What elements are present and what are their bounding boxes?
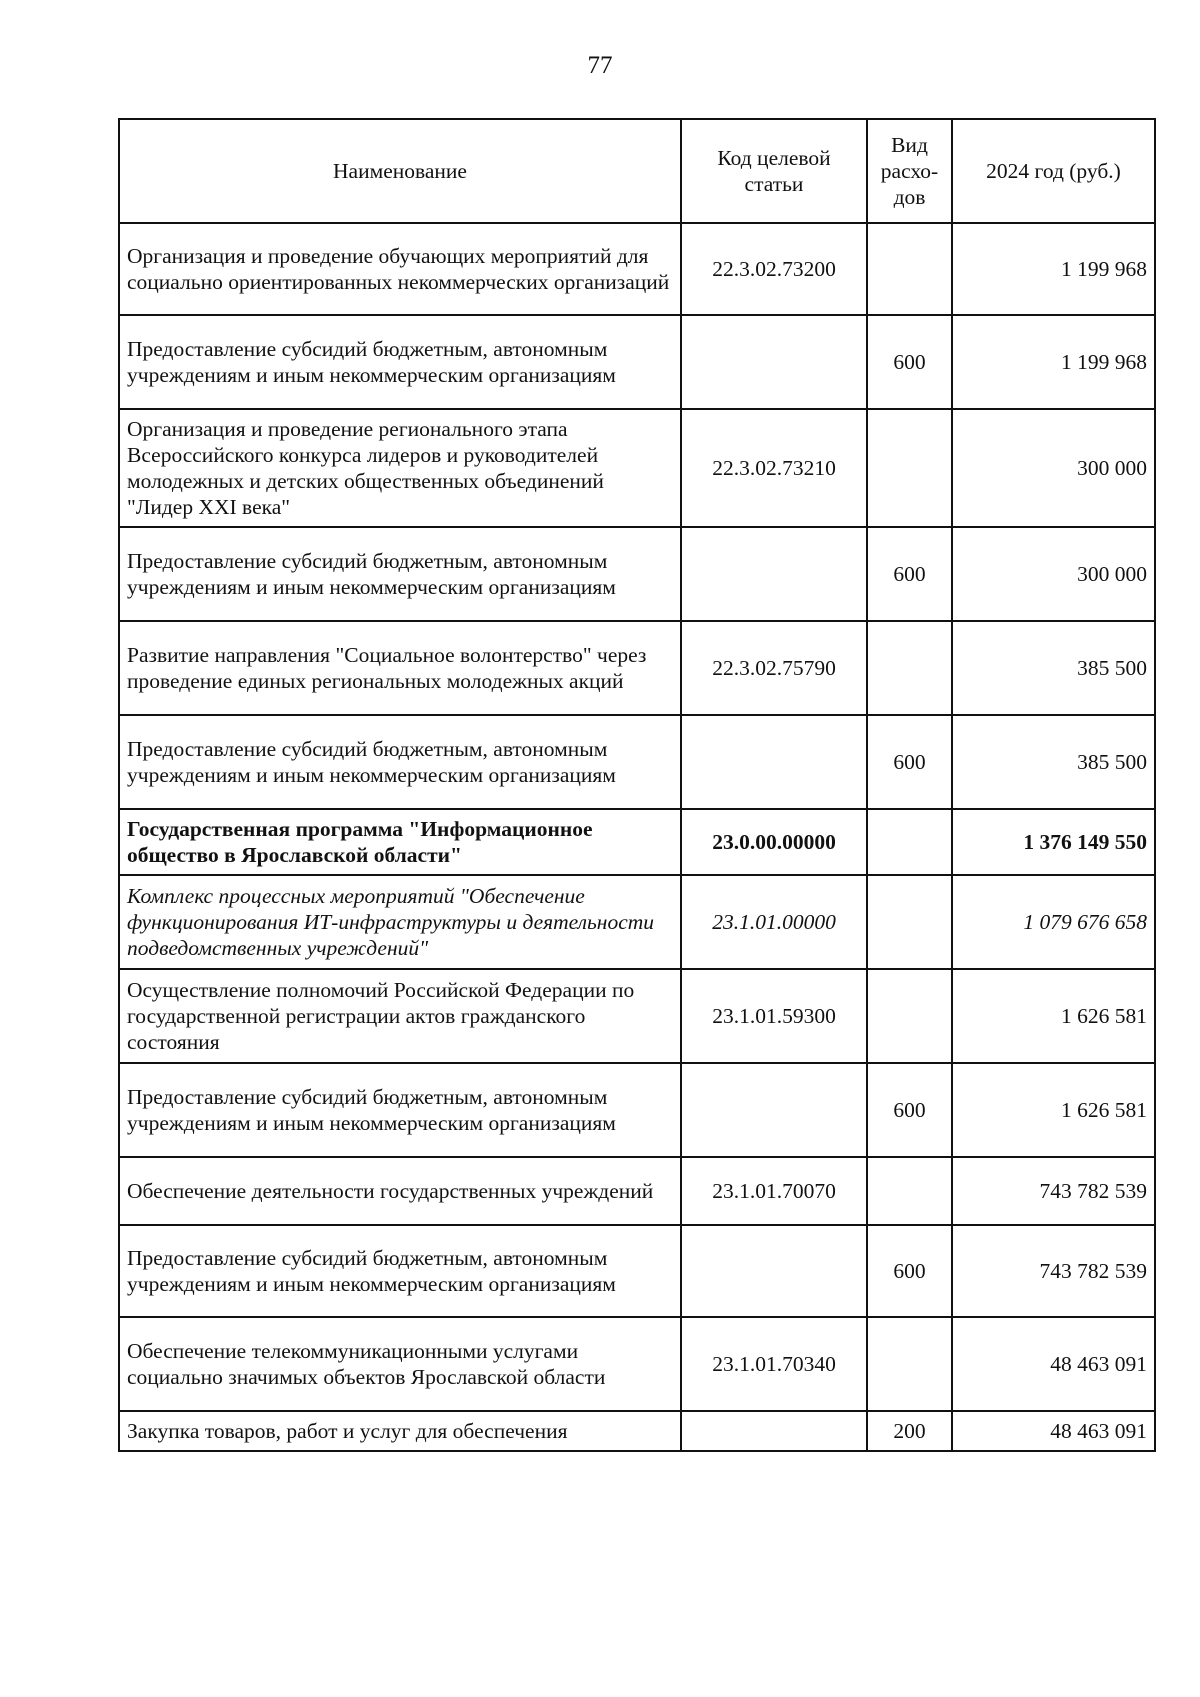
row-amount-cell: 300 000: [952, 409, 1155, 527]
page-number: 77: [587, 52, 613, 79]
row-code-cell: 22.3.02.73210: [681, 409, 867, 527]
row-amount-cell: 1 199 968: [952, 315, 1155, 409]
row-code-cell: 23.0.00.00000: [681, 809, 867, 875]
row-expense-type-cell: 600: [867, 527, 952, 621]
table-row: [119, 223, 1155, 315]
row-amount-cell: 48 463 091: [952, 1317, 1155, 1411]
header-amount-2024: 2024 год (руб.): [952, 119, 1155, 223]
row-code-cell: 23.1.01.70340: [681, 1317, 867, 1411]
row-expense-type-cell: 600: [867, 1225, 952, 1317]
table-body: [119, 223, 1155, 1451]
row-expense-type-cell: 600: [867, 315, 952, 409]
row-expense-type-cell: 600: [867, 715, 952, 809]
row-name-cell: Закупка товаров, работ и услуг для обеспечения: [119, 1411, 681, 1451]
row-name-cell: Предоставление субсидий бюджетным, автономным учреждениям и иным некоммерческим организациям: [119, 715, 681, 809]
row-expense-type-cell: [867, 409, 952, 527]
row-expense-type-cell: [867, 621, 952, 715]
table-row: [119, 969, 1155, 1063]
row-name-cell: Предоставление субсидий бюджетным, автономным учреждениям и иным некоммерческим организациям: [119, 1063, 681, 1157]
row-name-cell: Организация и проведение обучающих мероприятий для социально ориентированных некоммерческих организаций: [119, 223, 681, 315]
row-expense-type-cell: [867, 223, 952, 315]
table-row: [119, 1063, 1155, 1157]
row-name-cell: Организация и проведение регионального этапа Всероссийского конкурса лидеров и руководителей молодежных и детских общественных объединений "Лидер XXI века": [119, 409, 681, 527]
header-name: Наименование: [119, 119, 681, 223]
row-code-cell: [681, 1411, 867, 1451]
row-amount-cell: 1 199 968: [952, 223, 1155, 315]
row-name-cell: Предоставление субсидий бюджетным, автономным учреждениям и иным некоммерческим организациям: [119, 1225, 681, 1317]
table-row: [119, 875, 1155, 969]
table-row: [119, 715, 1155, 809]
row-amount-cell: 743 782 539: [952, 1225, 1155, 1317]
table-row: [119, 1225, 1155, 1317]
row-name-cell: Государственная программа "Информационное общество в Ярославской области": [119, 809, 681, 875]
table-row: [119, 1157, 1155, 1225]
row-name-cell: Обеспечение телекоммуникационными услугами социально значимых объектов Ярославской области: [119, 1317, 681, 1411]
row-expense-type-cell: 200: [867, 1411, 952, 1451]
table-row: [119, 527, 1155, 621]
row-code-cell: 23.1.01.70070: [681, 1157, 867, 1225]
table-row: [119, 809, 1155, 875]
row-name-cell: Развитие направления "Социальное волонтерство" через проведение единых региональных молодежных акций: [119, 621, 681, 715]
row-amount-cell: 1 626 581: [952, 969, 1155, 1063]
row-expense-type-cell: [867, 1317, 952, 1411]
table-row: [119, 409, 1155, 527]
row-code-cell: [681, 1063, 867, 1157]
row-code-cell: 23.1.01.00000: [681, 875, 867, 969]
row-code-cell: 22.3.02.75790: [681, 621, 867, 715]
row-name-cell: Предоставление субсидий бюджетным, автономным учреждениям и иным некоммерческим организациям: [119, 315, 681, 409]
row-expense-type-cell: [867, 809, 952, 875]
row-name-cell: Обеспечение деятельности государственных учреждений: [119, 1157, 681, 1225]
row-amount-cell: 300 000: [952, 527, 1155, 621]
row-expense-type-cell: [867, 969, 952, 1063]
row-amount-cell: 385 500: [952, 715, 1155, 809]
table-row: [119, 315, 1155, 409]
row-amount-cell: 743 782 539: [952, 1157, 1155, 1225]
row-expense-type-cell: [867, 1157, 952, 1225]
row-amount-cell: 48 463 091: [952, 1411, 1155, 1451]
row-code-cell: [681, 527, 867, 621]
row-amount-cell: 1 079 676 658: [952, 875, 1155, 969]
row-amount-cell: 385 500: [952, 621, 1155, 715]
header-code: Код целевой статьи: [681, 119, 867, 223]
table-row: [119, 1411, 1155, 1451]
row-name-cell: Осуществление полномочий Российской Федерации по государственной регистрации актов гражданского состояния: [119, 969, 681, 1063]
row-name-cell: Комплекс процессных мероприятий "Обеспечение функционирования ИТ-инфраструктуры и деятельности подведомственных учреждений": [119, 875, 681, 969]
row-code-cell: [681, 315, 867, 409]
table-header-row: [119, 119, 1155, 223]
row-name-cell: Предоставление субсидий бюджетным, автономным учреждениям и иным некоммерческим организациям: [119, 527, 681, 621]
row-expense-type-cell: 600: [867, 1063, 952, 1157]
table-row: [119, 621, 1155, 715]
row-code-cell: [681, 715, 867, 809]
row-amount-cell: 1 626 581: [952, 1063, 1155, 1157]
budget-table: [118, 118, 1156, 1452]
row-amount-cell: 1 376 149 550: [952, 809, 1155, 875]
header-expense-type: Вид расхо-дов: [867, 119, 952, 223]
row-code-cell: 23.1.01.59300: [681, 969, 867, 1063]
row-code-cell: 22.3.02.73200: [681, 223, 867, 315]
row-code-cell: [681, 1225, 867, 1317]
table-row: [119, 1317, 1155, 1411]
row-expense-type-cell: [867, 875, 952, 969]
